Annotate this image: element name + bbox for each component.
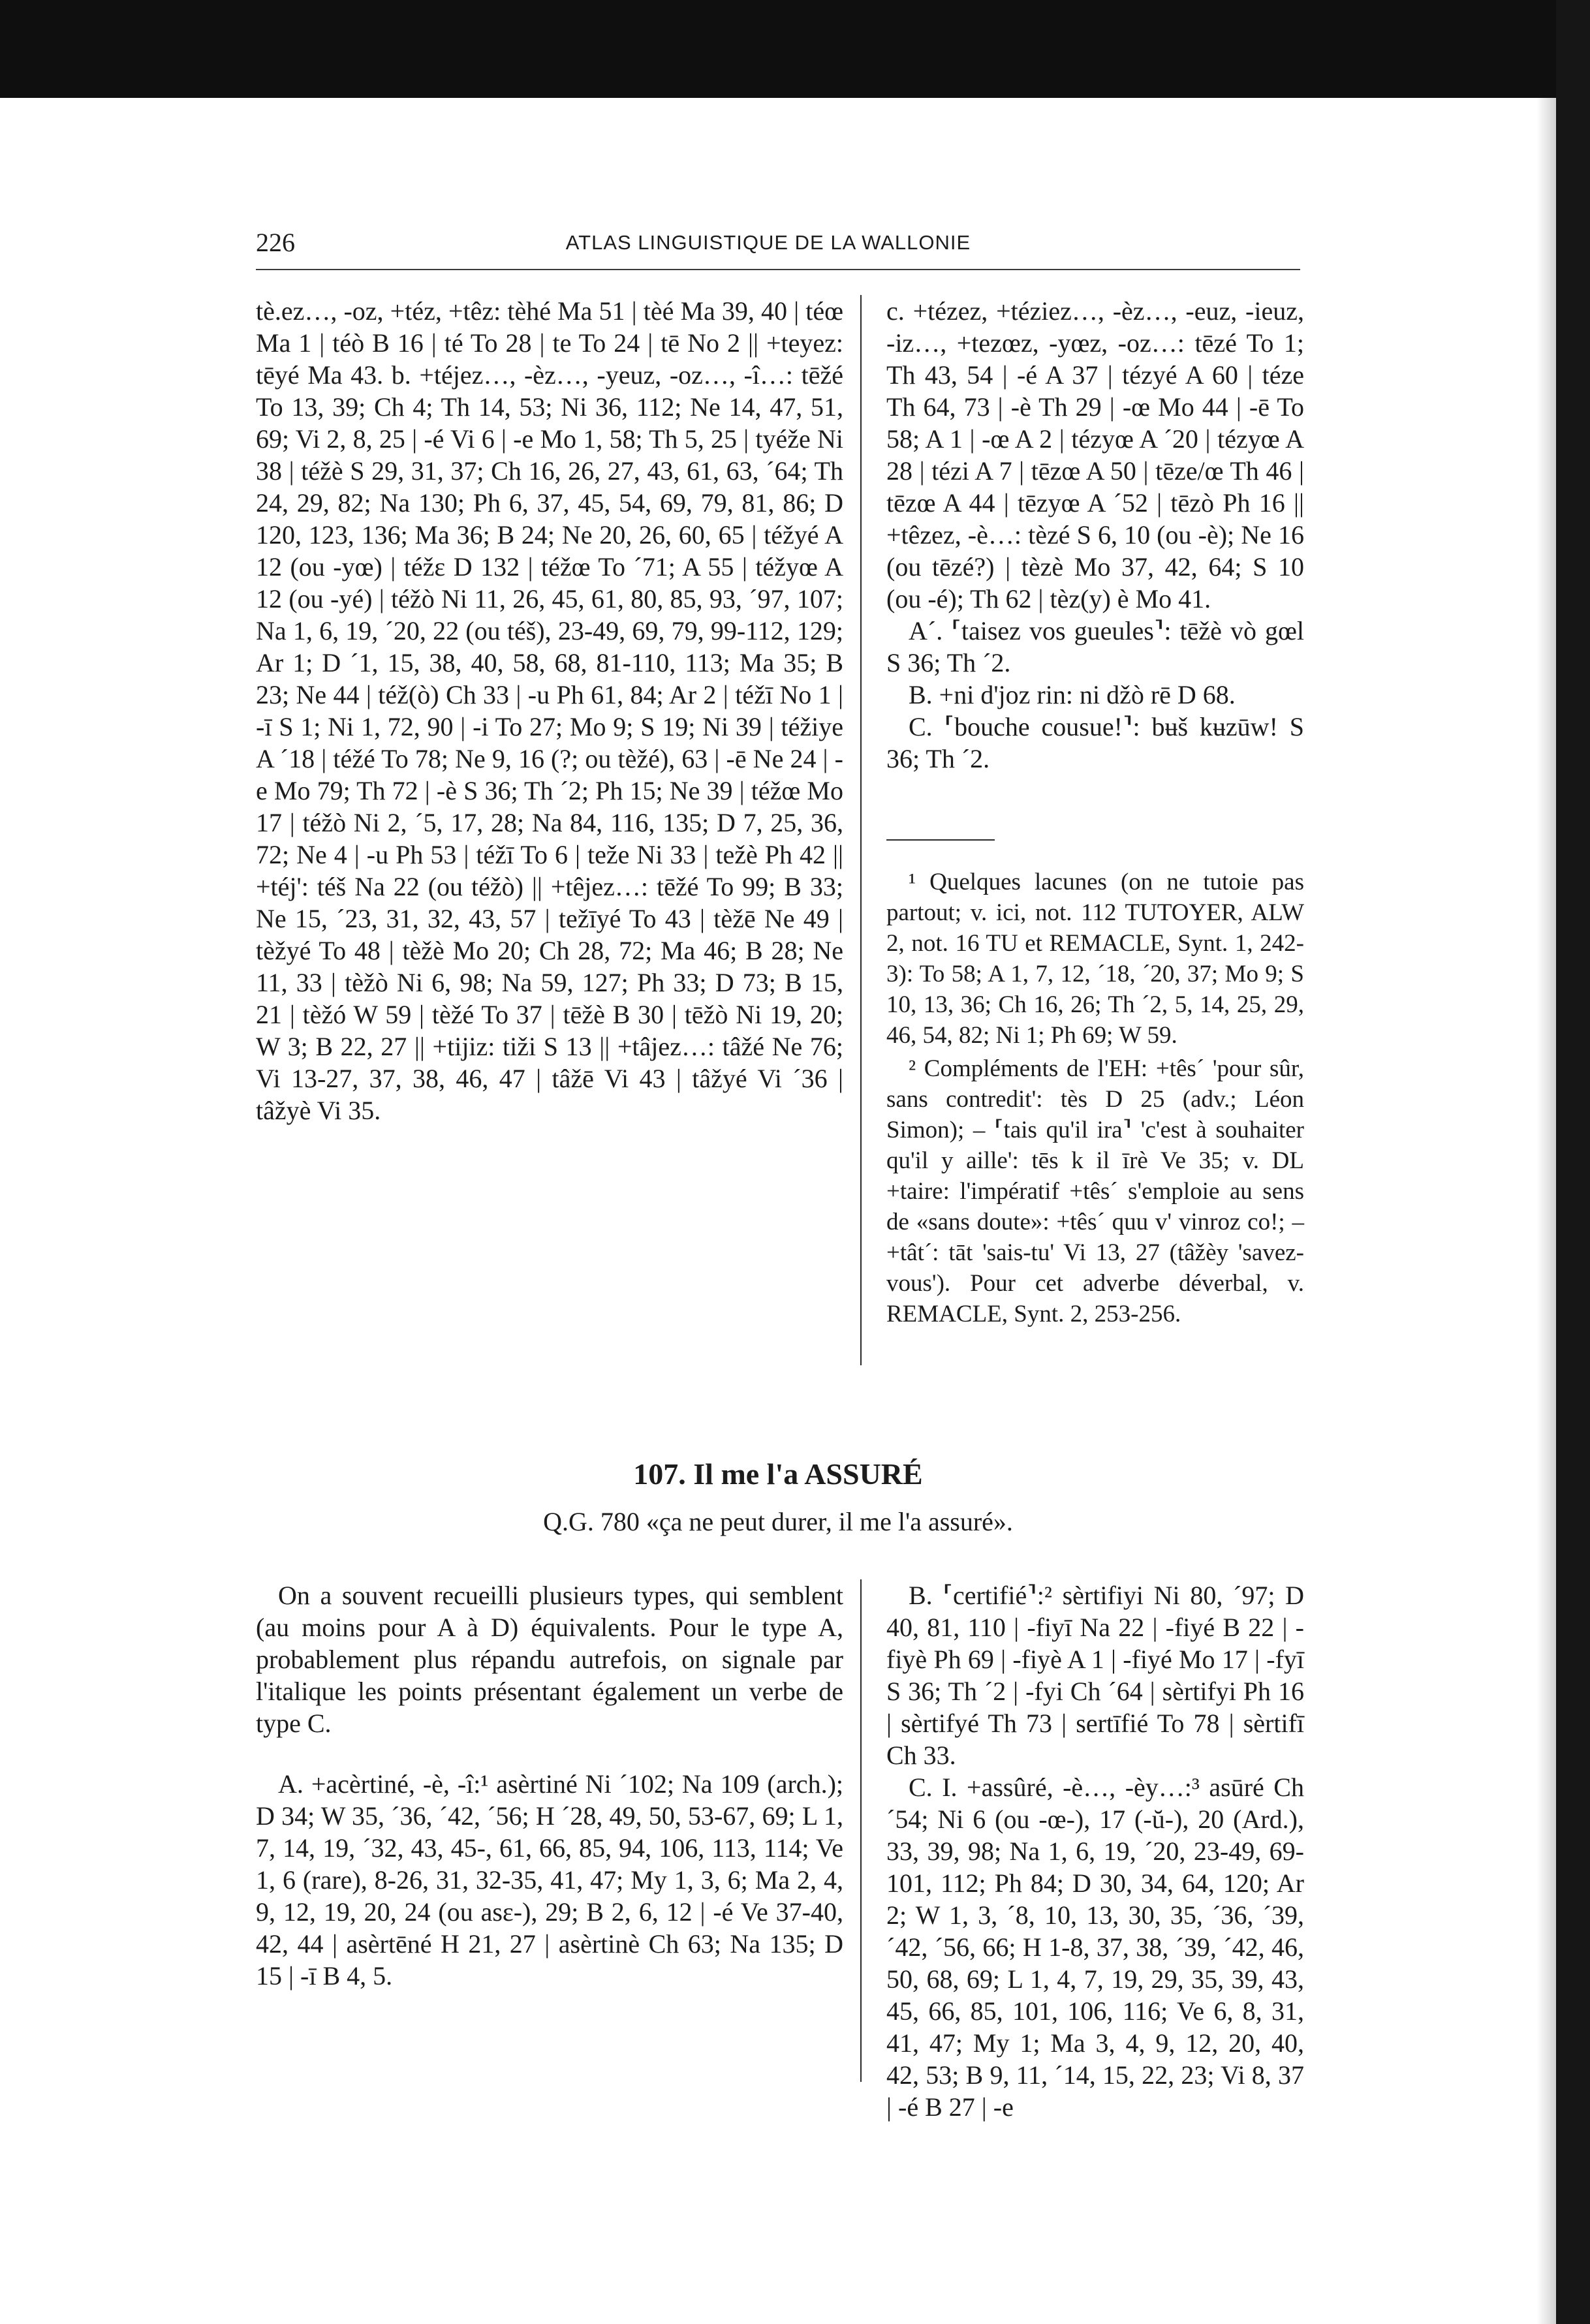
- paragraph: A. +acèrtiné, -è, -î:¹ asèrtiné Ni ´102; Na 109 (arch.); D 34; W 35, ´36, ´42, ´56; H ´28, 49, 50, 53-67, 69; L 1, 7, 14, 19, ´32, 43, 45-, 61, 66, 85, 94, 106, 113, 114; Ve 1, 6 (rare), 8-26, 31, 32-35, 41, 47; My 1, 3, 6; Ma 2, 4, 9, 12, 19, 20, 24 (ou asɛ-), 29; B 2, 6, 12 | -é Ve 37-40, 42, 44 | asèrtēné H 21, 27 | asèrtinè Ch 63; Na 135; D 15 | -ī B 4, 5.: [256, 1769, 843, 1991]
- article-107-left-column: [256, 1579, 843, 2075]
- paragraph: C. I. +assûré, -è…, -èy…:³ asūré Ch ´54; Ni 6 (ou -œ-), 17 (-ŭ-), 20 (Ard.), 33, 39, 98; Na 1, 6, 19, ´20, 23-49, 69-101, 112; Ph 84; D 30, 34, 64, 120; Ar 2; W 1, 3, ´8, 10, 13, 30, 35, ´36, ´39, ´42, ´56, 66; H 1-8, 37, 38, ´39, ´42, 46, 50, 68, 69; L 1, 4, 7, 19, 29, 35, 39, 43, 45, 66, 85, 101, 106, 116; Ve 6, 8, 31, 41, 47; My 1; Ma 3, 4, 9, 12, 20, 40, 42, 53; B 9, 11, ´14, 15, 22, 23; Vi 8, 37 | -é B 27 | -e: [886, 1773, 1304, 2122]
- footnote-rule: [886, 839, 995, 841]
- footnote: ² Compléments de l'EH: +tês´ 'pour sûr, sans contredit': tès D 25 (adv.; Léon Simon); – ⸢tais qu'il ira⸣ 'c'est à souhaiter qu'il y aille': tēs k il īrè Ve 35; v. DL +taire: l'impératif +tês´ s'emploie au sens de «sans doute»: +tês´ quu v' vinroz co!; – +tât´: tāt 'sais-tu' Vi 13, 27 (tâžèy 'savez-vous'). Pour cet adverbe déverbal, v. REMACLE, Synt. 2, 253-256.: [886, 1055, 1304, 1327]
- article-106-left-column: [256, 295, 843, 1372]
- footnote: ¹ Quelques lacunes (on ne tutoie pas partout; v. ici, not. 112 TUTOYER, ALW 2, not. 16 TU et REMACLE, Synt. 1, 242-3): To 58; A 1, 7, 12, ´18, ´20, 37; Mo 9; S 10, 13, 36; Ch 16, 26; Th ´2, 5, 14, 25, 29, 46, 54, 82; Ni 1; Ph 69; W 59.: [886, 869, 1304, 1049]
- column-divider: [860, 1579, 862, 2082]
- page-edge-shadow: [1536, 98, 1556, 2324]
- section-question: Q.G. 780 «ça ne peut durer, il me l'a assuré».: [543, 1507, 1013, 1536]
- scan-top-border: [0, 0, 1590, 98]
- paragraph: c. +tézez, +téziez…, -èz…, -euz, -ieuz, -iz…, +tezœz, -yœz, -oz…: tēzé To 1; Th 43, 54 | -é A 37 | tézyé A 60 | téze Th 64, 73 | -è Th 29 | -œ Mo 44 | -ē To 58; A 1 | -œ A 2 | tézyœ A ´20 | tézyœ A 28 | tézi A 7 | tēzœ A 50 | tēze/œ Th 46 | tēzœ A 44 | tēzyœ A ´52 | tēzò Ph 16 || +têzez, -è…: tèzé S 6, 10 (ou -è); Ne 16 (ou tēzé?) | tèzè Mo 37, 42, 64; S 10 (ou -é); Th 62 | tèz(y) è Mo 41.: [886, 296, 1304, 613]
- scan-right-border: [1556, 0, 1590, 2324]
- running-title: ATLAS LINGUISTIQUE DE LA WALLONIE: [565, 231, 971, 254]
- paragraph: B. ⸢certifié⸣:² sèrtifiyi Ni 80, ´97; D 40, 81, 110 | -fiyī Na 22 | -fiyé B 22 | -fiyè Ph 69 | -fiyè A 1 | -fiyé Mo 17 | -fyī S 36; Th ´2 | -fyi Ch ´64 | sèrtifyi Ph 16 | sèrtifyé Th 73 | sertīfié To 78 | sèrtifī Ch 33.: [886, 1581, 1304, 1770]
- column-divider: [860, 295, 862, 1365]
- page-header: [256, 227, 1281, 266]
- paragraph: A´. ⸢taisez vos gueules⸣: tēžè vò gœl S 36; Th ´2.: [886, 616, 1304, 677]
- paragraph: On a souvent recueilli plusieurs types, qui semblent (au moins pour A à D) équivalents. Pour le type A, probablement plus répandu autrefois, on signale par l'italique les points présentant également un verbe de type C.: [256, 1581, 843, 1738]
- section-title: 107. Il me l'a ASSURÉ: [633, 1457, 923, 1491]
- paragraph: B. +ni d'joz rin: ni džò rē D 68.: [909, 680, 1236, 709]
- article-106-right-column: [886, 295, 1304, 784]
- paragraph: C. ⸢bouche cousue!⸣: bʉš kʉzūw! S 36; Th ´2.: [886, 712, 1304, 773]
- footnotes: [886, 867, 1304, 1376]
- page-number: 226: [256, 228, 295, 257]
- paragraph: tè.ez…, -oz, +téz, +têz: tèhé Ma 51 | tèé Ma 39, 40 | téœ Ma 1 | téò B 16 | té To 28 | te To 24 | tē No 2 || +teyez: tēyé Ma 43. b. +téjez…, -èz…, -yeuz, -oz…, -î…: tēžé To 13, 39; Ch 4; Th 14, 53; Ni 36, 112; Ne 14, 47, 51, 69; Vi 2, 8, 25 | -é Vi 6 | -e Mo 1, 58; Th 5, 25 | tyéže Ni 38 | téžè S 29, 31, 37; Ch 16, 26, 27, 43, 61, 63, ´64; Th 24, 29, 82; Na 130; Ph 6, 37, 45, 54, 69, 79, 81, 86; D 120, 123, 136; Ma 36; B 24; Ne 20, 26, 60, 65 | téžyé A 12 (ou -yœ) | téžɛ D 132 | téžœ To ´71; A 55 | téžyœ A 12 (ou -yé) | téžò Ni 11, 26, 45, 61, 80, 85, 93, ´97, 107; Na 1, 6, 19, ´20, 22 (ou téš), 23-49, 69, 79, 99-112, 129; Ar 1; D ´1, 15, 38, 40, 58, 68, 81-110, 113; Ma 35; B 23; Ne 44 | též(ò) Ch 33 | -u Ph 61, 84; Ar 2 | téžī No 1 | -ī S 1; Ni 1, 72, 90 | -i To 27; Mo 9; S 19; Ni 39 | téžiye A ´18 | téžé To 78; Ne 9, 16 (?; ou tèžé), 63 | -ē Ne 24 | -e Mo 79; Th 72 | -è S 36; Th ´2; Ph 15; Ne 39 | téžœ Mo 17 | téžò Ni 2, ´5, 17, 28; Na 84, 116, 135; D 7, 25, 36, 72; Ne 4 | -u Ph 53 | téžī To 6 | teže Ni 33 | težè Ph 42 || +téj': téš Na 22 (ou téžò) || +têjez…: tēžé To 99; B 33; Ne 15, ´23, 31, 32, 43, 57 | težīyé To 43 | tèžē Ne 49 | tèžyé To 48 | tèžè Mo 20; Ch 28, 72; Ma 46; B 28; Ne 11, 33 | tèžò Ni 6, 98; Na 59, 127; Ph 33; D 73; B 15, 21 | tèžó W 59 | tèžé To 37 | tēžè B 30 | tēžò Ni 19, 20; W 3; B 22, 27 || +tijiz: tiži S 13 || +tâjez…: tâžé Ne 76; Vi 13-27, 37, 38, 46, 47 | tâžē Vi 43 | tâžyé Vi ´36 | tâžyè Vi 35.: [256, 296, 843, 1125]
- header-rule: [256, 269, 1300, 270]
- article-107-right-column: [886, 1579, 1304, 2122]
